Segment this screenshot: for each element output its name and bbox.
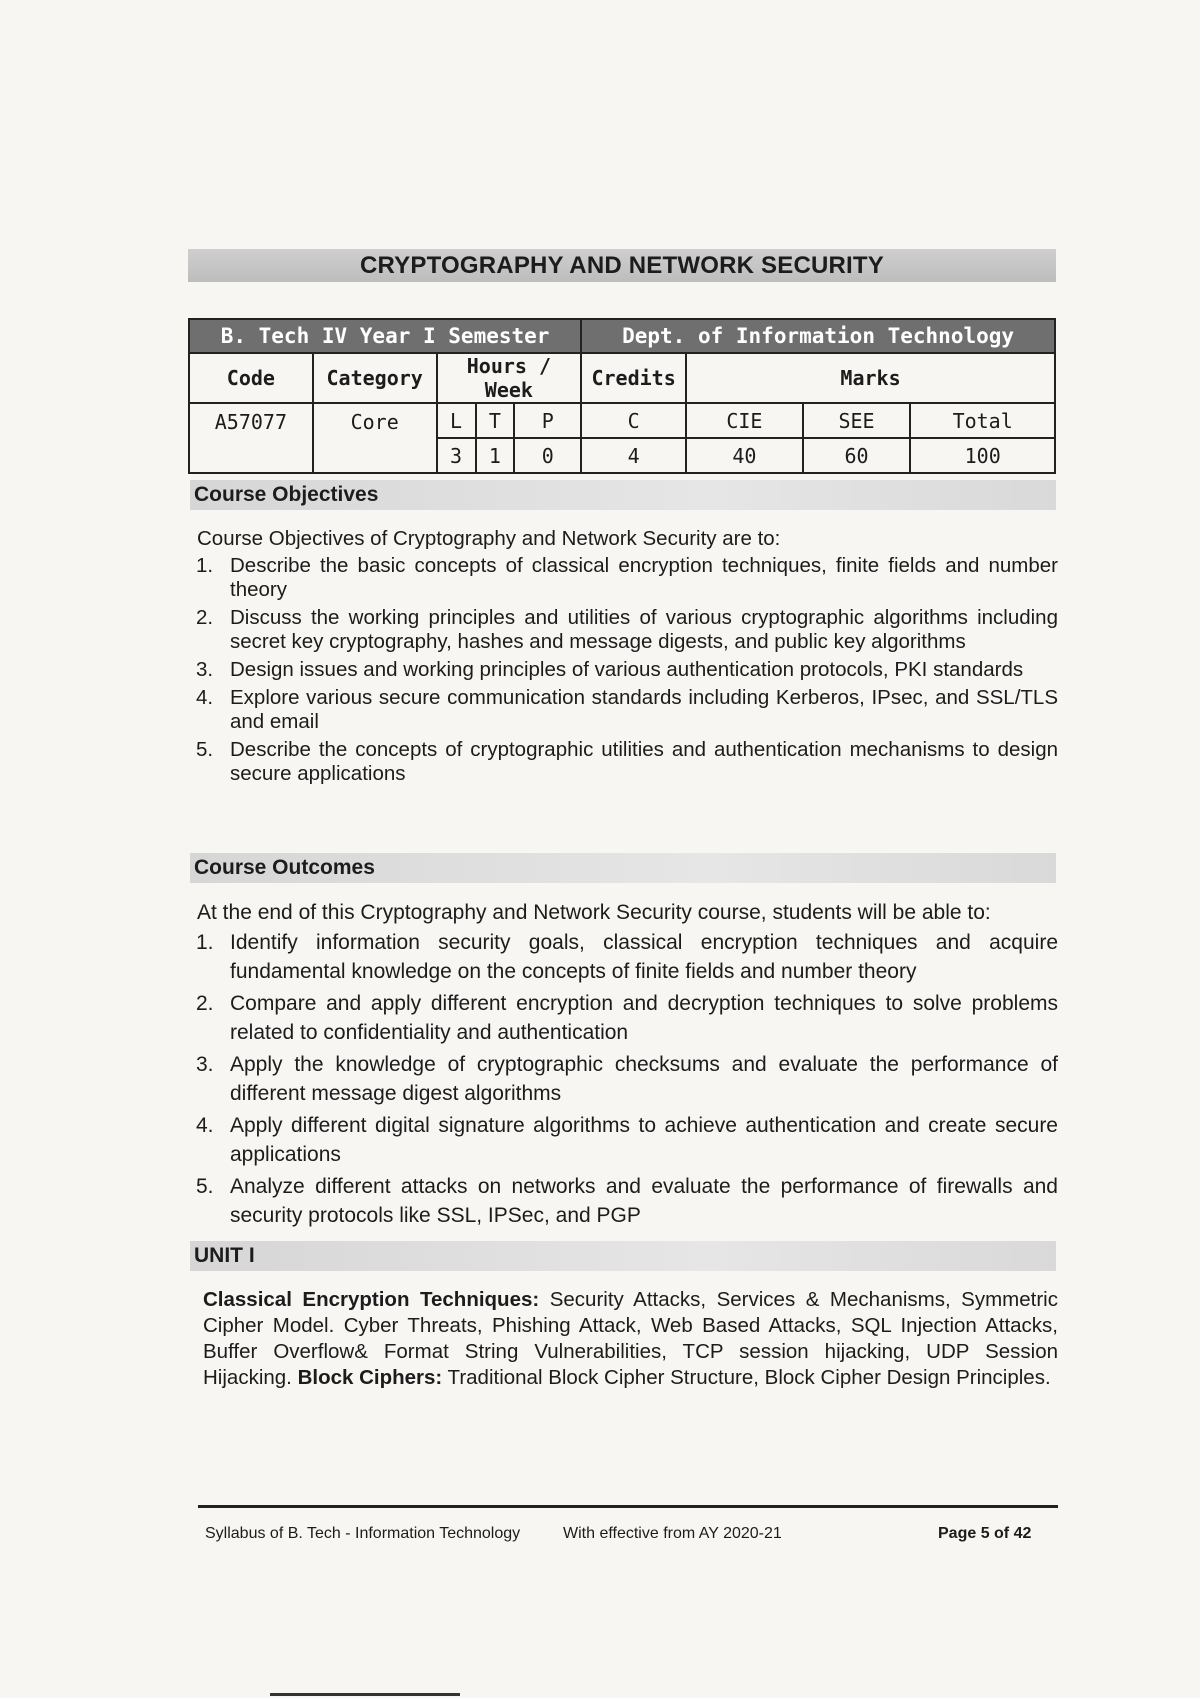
list-item: 4. Explore various secure communication standards including Kerberos, IPsec, and SSL/TLS and email — [196, 686, 1058, 733]
unit1-topic2-title: Block Ciphers: — [297, 1366, 443, 1389]
department-header: Dept. of Information Technology — [581, 319, 1055, 353]
list-item: 1. Identify information security goals, classical encryption techniques and acquire fundamental knowledge on the concepts of finite fields and number theory — [196, 931, 1058, 983]
course-title-bar — [188, 249, 1056, 282]
list-item: 2. Compare and apply different encryption and decryption techniques to solve problems related to confidentiality and authentication — [196, 992, 1058, 1044]
list-item: 3. Design issues and working principles of various authentication protocols, PKI standards — [196, 658, 1024, 681]
unit1-topic1-text: Security Attacks, Services & Mechanisms, Symmetric Cipher Model. Cyber Threats, Phishing Attack, Web Based Attacks, SQL Injection Attacks, Buffer Overflow& Format String Vulnerabilities, TCP session hijacking, UDP Session Hijacking. — [203, 1288, 1058, 1389]
tutorial-value: 1 — [476, 438, 515, 473]
unit1-topic1-title: Classical Encryption Techniques: — [203, 1288, 540, 1311]
footer-middle: With effective from AY 2020-21 — [563, 1525, 782, 1542]
unit1-topic2-text: Traditional Block Cipher Structure, Block Cipher Design Principles. — [442, 1366, 1051, 1389]
list-item: 2. Discuss the working principles and utilities of various cryptographic algorithms including secret key cryptography, hashes and message digests, and public key algorithms — [196, 606, 1058, 653]
see-value: 60 — [803, 438, 911, 473]
unit1-heading: UNIT I — [194, 1244, 255, 1267]
objectives-intro: Course Objectives of Cryptography and Network Security are to: — [197, 527, 781, 550]
category-header: Category — [313, 353, 437, 403]
course-info-table — [188, 318, 1056, 474]
objectives-heading-bar — [190, 480, 1056, 510]
total-label: Total — [910, 403, 1055, 438]
code-value: A57077 — [189, 403, 313, 473]
outcomes-intro: At the end of this Cryptography and Network Security course, students will be able to: — [197, 901, 991, 924]
cie-value: 40 — [686, 438, 803, 473]
tutorial-label: T — [476, 403, 515, 438]
footer-divider — [198, 1505, 1058, 1508]
lecture-value: 3 — [437, 438, 476, 473]
list-item: 5. Describe the concepts of cryptographic utilities and authentication mechanisms to design secure applications — [196, 738, 1058, 785]
practical-label: P — [514, 403, 581, 438]
list-item: 4. Apply different digital signature algorithms to achieve authentication and create secure applications — [196, 1114, 1058, 1166]
credits-value: 4 — [581, 438, 686, 473]
scan-edge-mark — [270, 1693, 460, 1696]
list-item: 5. Analyze different attacks on networks and evaluate the performance of firewalls and security protocols like SSL, IPSec, and PGP — [196, 1175, 1058, 1227]
outcomes-list — [196, 928, 1058, 1233]
list-item: 3. Apply the knowledge of cryptographic checksums and evaluate the performance of different message digest algorithms — [196, 1053, 1058, 1105]
unit1-content — [203, 1287, 1058, 1391]
page-number: Page 5 of 42 — [938, 1525, 1032, 1542]
lecture-label: L — [437, 403, 476, 438]
footer-left: Syllabus of B. Tech - Information Technology — [205, 1525, 521, 1542]
credits-header: Credits — [581, 353, 686, 403]
cie-label: CIE — [686, 403, 803, 438]
course-title: CRYPTOGRAPHY AND NETWORK SECURITY — [360, 252, 884, 279]
practical-value: 0 — [514, 438, 581, 473]
see-label: SEE — [803, 403, 911, 438]
credits-label: C — [581, 403, 686, 438]
semester-header: B. Tech IV Year I Semester — [189, 319, 581, 353]
hours-header: Hours / Week — [437, 353, 582, 403]
objectives-heading: Course Objectives — [194, 483, 379, 506]
total-value: 100 — [910, 438, 1055, 473]
list-item: 1. Describe the basic concepts of classical encryption techniques, finite fields and number theory — [196, 554, 1058, 601]
code-header: Code — [189, 353, 313, 403]
category-value: Core — [313, 403, 437, 473]
outcomes-heading: Course Outcomes — [194, 856, 375, 879]
unit1-heading-bar — [190, 1241, 1056, 1271]
outcomes-heading-bar — [190, 853, 1056, 883]
objectives-list — [196, 554, 1058, 790]
marks-header: Marks — [686, 353, 1055, 403]
